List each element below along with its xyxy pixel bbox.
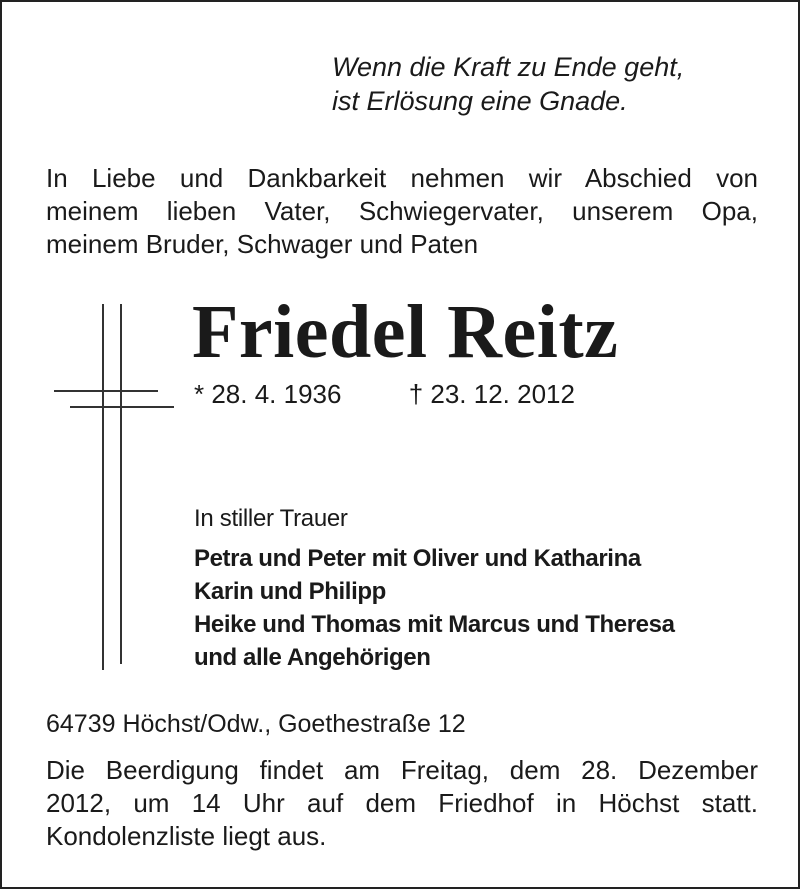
address: 64739 Höchst/Odw., Goethestraße 12	[46, 710, 466, 738]
intro-text	[46, 162, 758, 261]
motto-line-2: ist Erlösung eine Gnade.	[332, 86, 628, 116]
motto-quote	[332, 50, 752, 118]
death-date: † 23. 12. 2012	[408, 379, 575, 409]
intro-line-1: In Liebe und Dankbarkeit nehmen wir Abschied von	[46, 163, 758, 193]
mourner-line: Karin und Philipp	[194, 578, 386, 605]
funeral-line-1: Die Beerdigung findet am Freitag, dem 28. Dezember	[46, 755, 758, 785]
mourner-line: und alle Angehörigen	[194, 644, 431, 671]
intro-line-3: meinem Bruder, Schwager und Paten	[46, 229, 479, 259]
mourners-list	[194, 542, 764, 674]
mourner-line: Petra und Peter mit Oliver und Katharina	[194, 545, 641, 572]
mourner-line: Heike und Thomas mit Marcus und Theresa	[194, 611, 675, 638]
mourning-heading: In stiller Trauer	[194, 505, 348, 532]
birth-date: * 28. 4. 1936	[194, 379, 342, 409]
deceased-name: Friedel Reitz	[192, 290, 619, 374]
motto-line-1: Wenn die Kraft zu Ende geht,	[332, 52, 685, 82]
funeral-line-3: Kondolenzliste liegt aus.	[46, 821, 327, 851]
intro-line-2: meinem lieben Vater, Schwiegervater, unserem Opa,	[46, 196, 758, 226]
funeral-line-2: 2012, um 14 Uhr auf dem Friedhof in Höchst statt.	[46, 788, 758, 818]
life-dates	[194, 378, 575, 410]
cross-icon	[54, 304, 174, 674]
funeral-info	[46, 754, 758, 853]
